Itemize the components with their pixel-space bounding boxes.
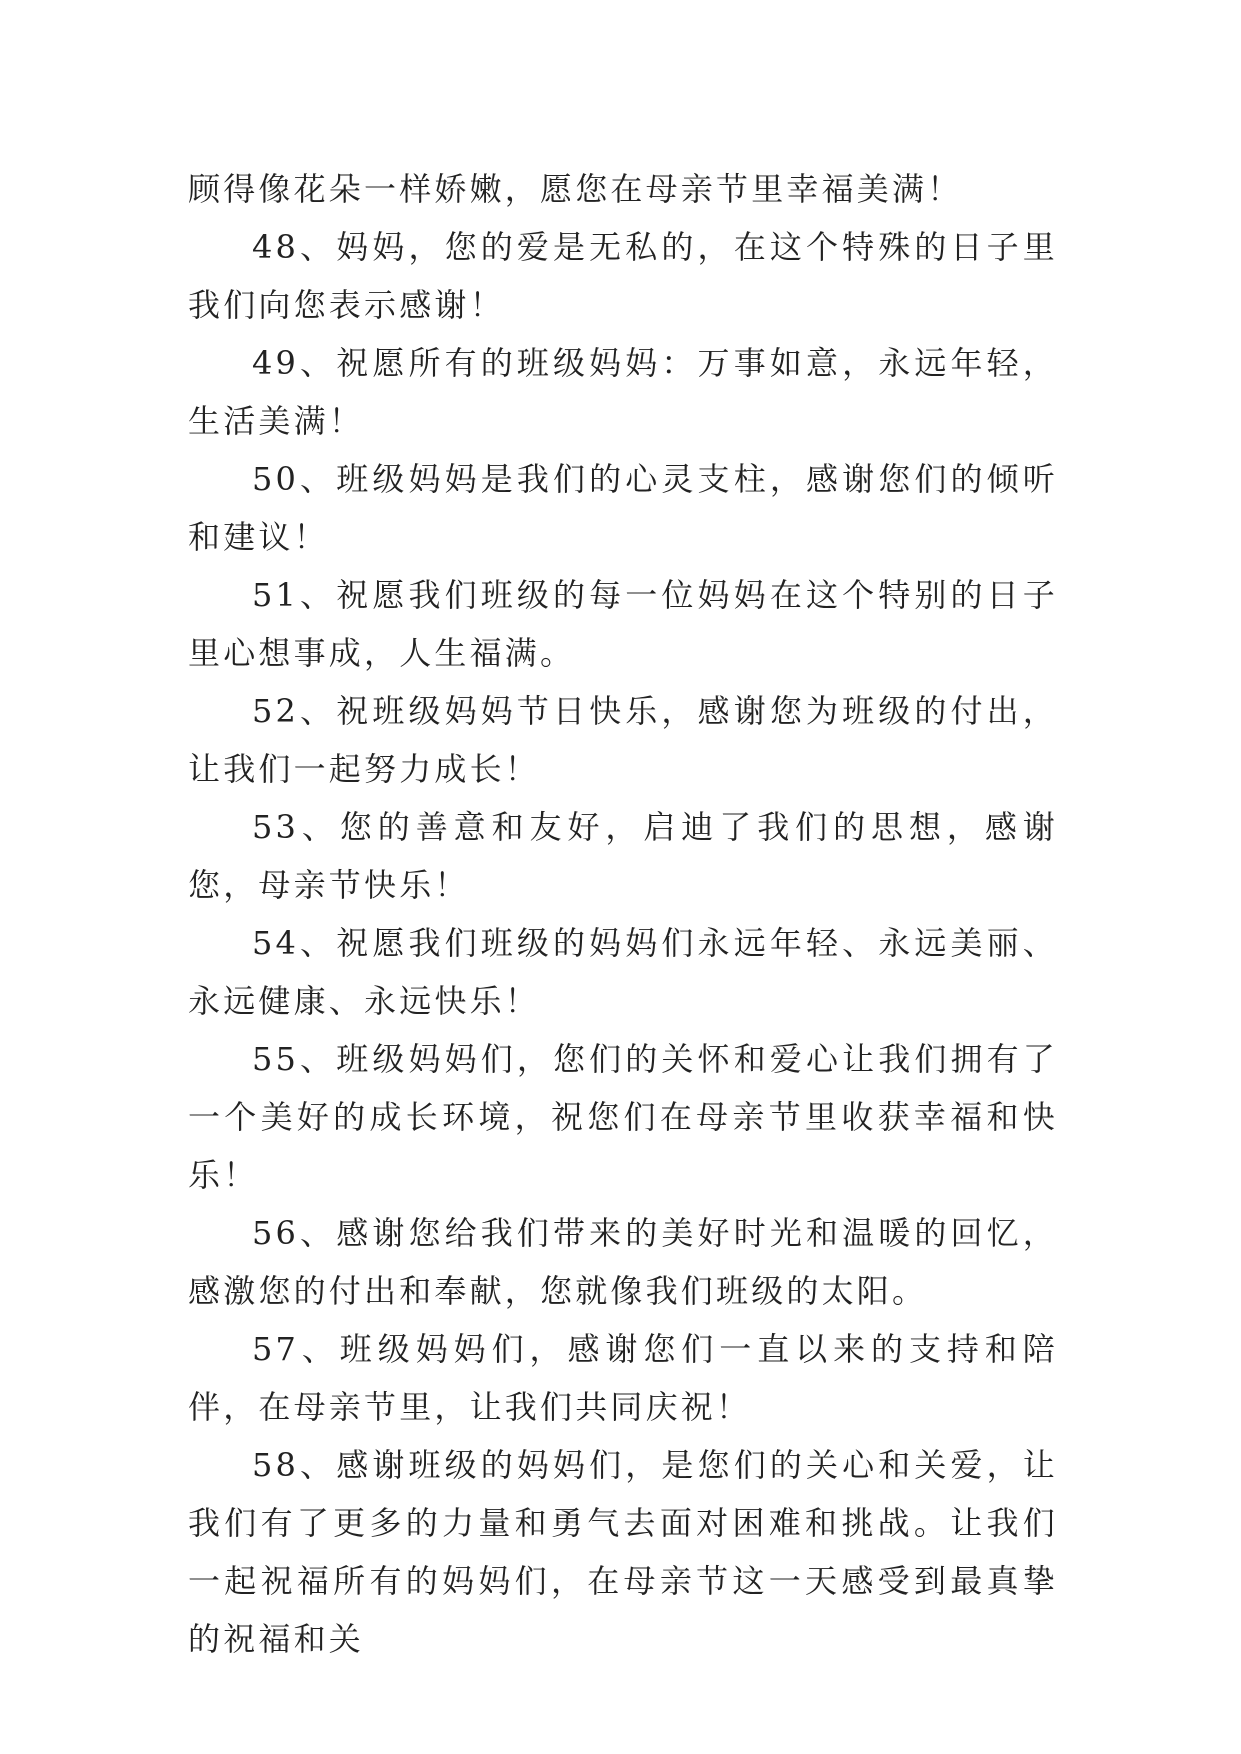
wish-item-51: 51、祝愿我们班级的每一位妈妈在这个特别的日子里心想事成，人生福满。 xyxy=(188,576,1058,672)
wish-item-49: 49、祝愿所有的班级妈妈：万事如意，永远年轻，生活美满！ xyxy=(188,344,1058,440)
document-page xyxy=(188,160,1058,1668)
wish-item-53: 53、您的善意和友好，启迪了我们的思想，感谢您，母亲节快乐！ xyxy=(188,808,1058,904)
wish-item-50: 50、班级妈妈是我们的心灵支柱，感谢您们的倾听和建议！ xyxy=(188,460,1058,556)
wish-item-54: 54、祝愿我们班级的妈妈们永远年轻、永远美丽、永远健康、永远快乐！ xyxy=(188,924,1058,1020)
wish-item-52: 52、祝班级妈妈节日快乐，感谢您为班级的付出，让我们一起努力成长！ xyxy=(188,692,1058,788)
wish-item-57: 57、班级妈妈们，感谢您们一直以来的支持和陪伴，在母亲节里，让我们共同庆祝！ xyxy=(188,1330,1058,1426)
wish-item-48: 48、妈妈，您的爱是无私的，在这个特殊的日子里我们向您表示感谢！ xyxy=(188,228,1058,324)
wish-item-56: 56、感谢您给我们带来的美好时光和温暖的回忆，感激您的付出和奉献，您就像我们班级的太阳。 xyxy=(188,1214,1058,1310)
paragraph-continuation: 顾得像花朵一样娇嫩，愿您在母亲节里幸福美满！ xyxy=(188,170,963,208)
wish-item-55: 55、班级妈妈们，您们的关怀和爱心让我们拥有了一个美好的成长环境，祝您们在母亲节里收获幸福和快乐！ xyxy=(188,1040,1058,1194)
wish-item-58: 58、感谢班级的妈妈们，是您们的关心和关爱，让我们有了更多的力量和勇气去面对困难和挑战。让我们一起祝福所有的妈妈们，在母亲节这一天感受到最真挚的祝福和关 xyxy=(188,1446,1058,1658)
